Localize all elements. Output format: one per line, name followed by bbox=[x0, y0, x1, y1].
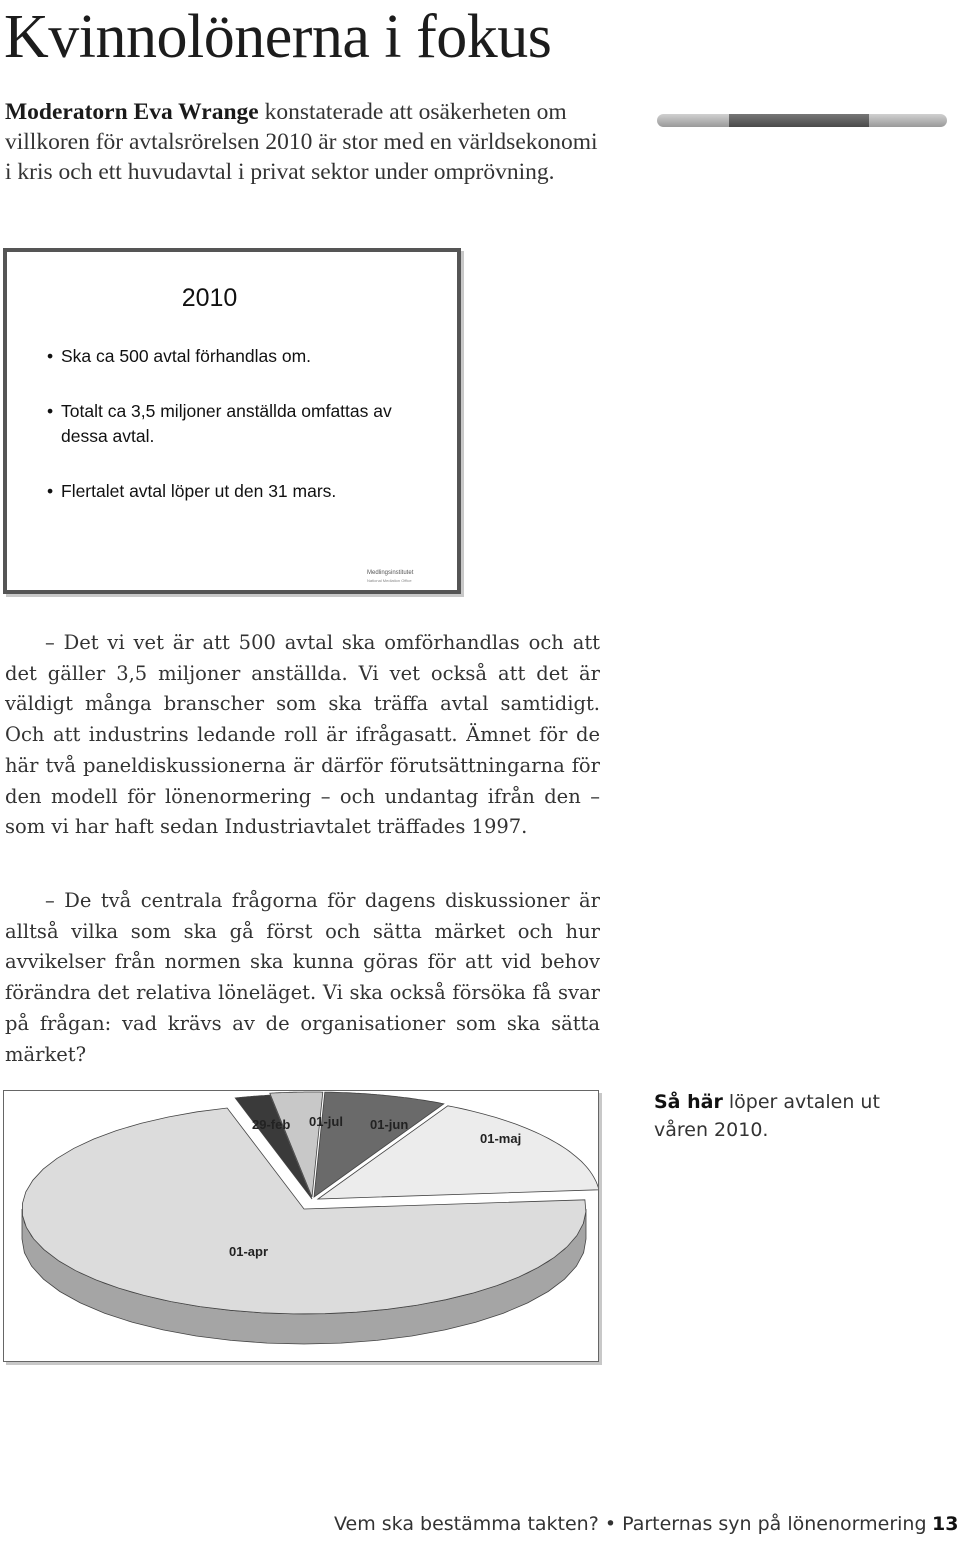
pie-label-01-jul: 01-jul bbox=[309, 1114, 343, 1129]
slide-image bbox=[3, 248, 461, 594]
page-number: 13 bbox=[932, 1513, 959, 1535]
slide-bullet-list bbox=[47, 344, 427, 534]
intro-lead: Moderatorn Eva Wrange bbox=[5, 99, 259, 125]
pie-chart bbox=[3, 1090, 599, 1362]
body-paragraph-1: – Det vi vet är att 500 avtal ska omförhandlas och att det gäller 3,5 miljoner anställda. Vi vet också att det är väldigt många branscher som ska träffa avtal samtidigt. Och att industrins ledande roll är ifrågasatt. Ämnet för de här två paneldiskussionerna är därför förutsättningarna för den modell för lönenormering – och undantag ifrån den – som vi har haft sedan Industriavtalet träffades 1997. bbox=[5, 631, 600, 839]
slide-logo-name: Medlingsinstitutet bbox=[367, 570, 414, 576]
pie-label-29-feb: 29-feb bbox=[252, 1117, 291, 1132]
pie-label-01-maj: 01-maj bbox=[480, 1131, 522, 1146]
slide-logo-sub: National Mediation Office bbox=[367, 578, 412, 583]
slide-bullet: • Ska ca 500 avtal förhandlas om. bbox=[47, 346, 312, 366]
slide-bullet: • Flertalet avtal löper ut den 31 mars. bbox=[47, 481, 337, 501]
caption-text: löper avtalen ut våren 2010. bbox=[654, 1091, 880, 1141]
caption-bold: Så här bbox=[654, 1091, 723, 1113]
pie-label-01-jun: 01-jun bbox=[370, 1117, 409, 1132]
intro-text: konstaterade att osäkerheten om villkoren för avtalsrörelsen 2010 är stor med en världsekonomi i kris och ett huvudavtal i privat sektor under omprövning. bbox=[5, 99, 598, 185]
chart-caption bbox=[654, 1088, 894, 1144]
intro-paragraph bbox=[5, 97, 605, 187]
page-title: Kvinnolönerna i fokus bbox=[4, 3, 552, 71]
pie-label-01-apr: 01-apr bbox=[229, 1244, 269, 1259]
slide-bullet: • Totalt ca 3,5 miljoner anställda omfattas av dessa avtal. bbox=[47, 401, 392, 446]
body-paragraph-2: – De två centrala frågorna för dagens diskussioner är alltså vilka som ska gå först och sätta märket och hur avvikelser från normen ska kunna göras för att vid behov förändra det relativa löneläget. Vi ska också försöka få svar på frågan: vad krävs av de organisationer som ska sätta märket? bbox=[5, 889, 600, 1066]
footer-text: Vem ska bestämma takten? • Parternas syn på lönenormering bbox=[334, 1513, 927, 1535]
slide-logo bbox=[367, 570, 413, 584]
decorative-bar bbox=[657, 114, 947, 127]
pie-chart-svg bbox=[4, 1091, 598, 1361]
slide-title: 2010 bbox=[181, 284, 238, 312]
